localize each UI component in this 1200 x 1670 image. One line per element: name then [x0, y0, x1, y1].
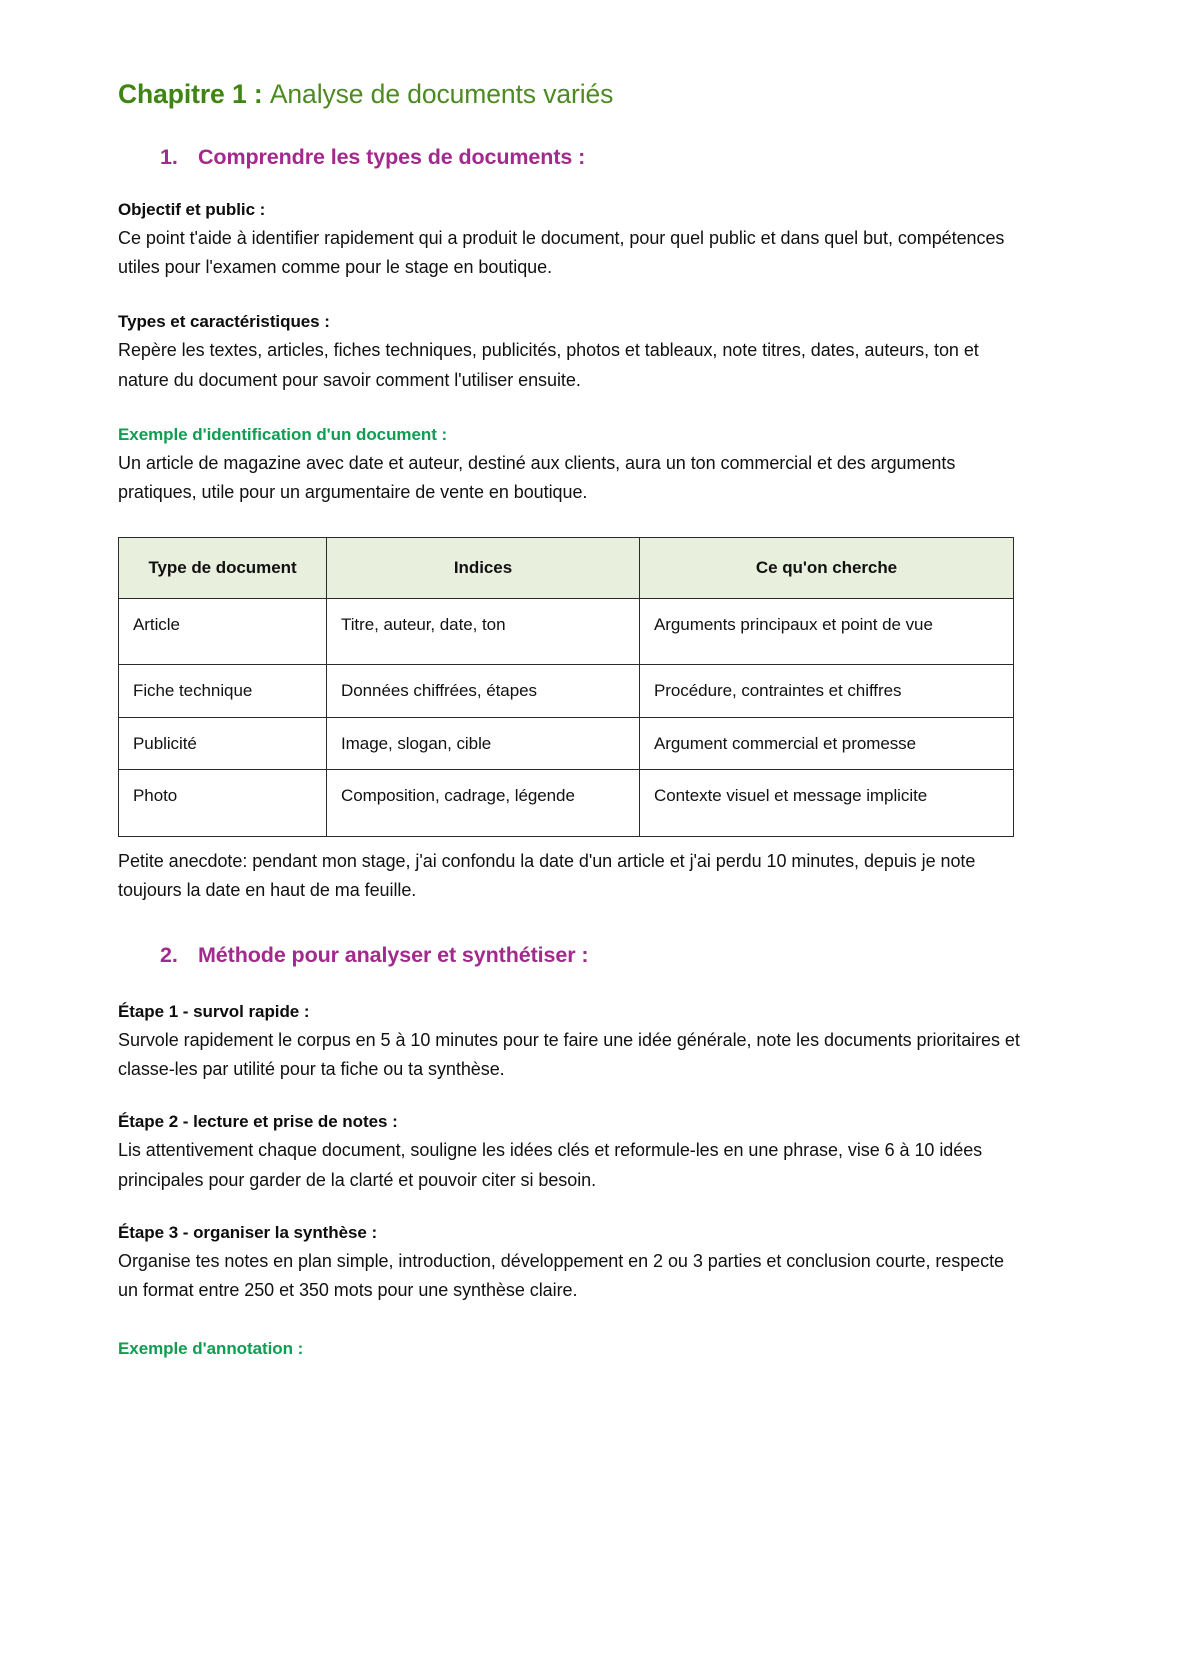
table-row: [119, 665, 1014, 718]
table-cell: Données chiffrées, étapes: [327, 665, 640, 718]
block-title: Types et caractéristiques :: [118, 312, 330, 332]
block-objectif: [118, 200, 1020, 282]
block-body: Repère les textes, articles, fiches techniques, publicités, photos et tableaux, note titres, dates, auteurs, ton et nature du document pour savoir comment l'utiliser ensuite.: [118, 340, 979, 390]
table-cell: Argument commercial et promesse: [640, 717, 1014, 770]
steps-group: [118, 1002, 1020, 1305]
table-cell: Arguments principaux et point de vue: [640, 598, 1014, 665]
block-body: Ce point t'aide à identifier rapidement qui a produit le document, pour quel public et dans quel but, compétences utiles pour l'examen comme pour le stage en boutique.: [118, 228, 1005, 278]
table-cell: Article: [119, 598, 327, 665]
section-title-2: Méthode pour analyser et synthétiser :: [198, 943, 589, 968]
table-header-cell: Indices: [327, 538, 640, 599]
section-title-1: Comprendre les types de documents :: [198, 145, 586, 170]
block-body: Lis attentivement chaque document, souligne les idées clés et reformule-les en une phrase, vise 6 à 10 idées principales pour garder de la clarté et pouvoir citer si besoin.: [118, 1140, 983, 1190]
block-title: Étape 1 - survol rapide :: [118, 1002, 310, 1022]
block-etape-1: [118, 1002, 1020, 1084]
section-number-1: 1.: [160, 145, 178, 170]
block-title-green: Exemple d'identification d'un document :: [118, 424, 448, 444]
table-cell: Procédure, contraintes et chiffres: [640, 665, 1014, 718]
exemple-annotation-title: Exemple d'annotation :: [118, 1338, 304, 1358]
block-exemple-identification: [118, 425, 1020, 507]
chapter-subject: Analyse de documents variés: [269, 79, 614, 109]
table-cell: Composition, cadrage, légende: [327, 770, 640, 837]
table-cell: Publicité: [119, 717, 327, 770]
table-header-row: [119, 538, 1014, 599]
block-body: Organise tes notes en plan simple, introduction, développement en 2 ou 3 parties et conclusion courte, respecte un format entre 250 et 350 mots pour une synthèse claire.: [118, 1250, 1004, 1300]
page-title: [118, 78, 1020, 111]
table-row: [119, 717, 1014, 770]
block-body: Un article de magazine avec date et auteur, destiné aux clients, aura un ton commercial et des arguments pratiques, utile pour un argumentaire de vente en boutique.: [118, 452, 956, 502]
table-cell: Titre, auteur, date, ton: [327, 598, 640, 665]
block-etape-3: [118, 1223, 1020, 1305]
chapter-label: Chapitre 1 :: [118, 79, 263, 109]
block-title: Étape 3 - organiser la synthèse :: [118, 1222, 378, 1242]
table-row: [119, 770, 1014, 837]
block-etape-2: [118, 1112, 1020, 1194]
table-cell: Image, slogan, cible: [327, 717, 640, 770]
block-title: Étape 2 - lecture et prise de notes :: [118, 1112, 398, 1132]
block-body: Survole rapidement le corpus en 5 à 10 minutes pour te faire une idée générale, note les documents prioritaires et classe-les par utilité pour ta fiche ou ta synthèse.: [118, 1030, 1020, 1080]
table-row: [119, 598, 1014, 665]
block-types: [118, 312, 1020, 394]
table-cell: Fiche technique: [119, 665, 327, 718]
document-types-table: [118, 537, 1014, 837]
table-header-cell: Type de document: [119, 538, 327, 599]
table-cell: Photo: [119, 770, 327, 837]
block-title: Objectif et public :: [118, 200, 266, 220]
section-number-2: 2.: [160, 943, 178, 968]
anecdote-text: Petite anecdote: pendant mon stage, j'ai confondu la date d'un article et j'ai perdu 10 minutes, depuis je note toujours la date en haut de ma feuille.: [118, 850, 976, 900]
section-heading-2: [118, 943, 1020, 968]
table-header-cell: Ce qu'on cherche: [640, 538, 1014, 599]
table-cell: Contexte visuel et message implicite: [640, 770, 1014, 837]
section-heading-1: [118, 145, 1020, 170]
